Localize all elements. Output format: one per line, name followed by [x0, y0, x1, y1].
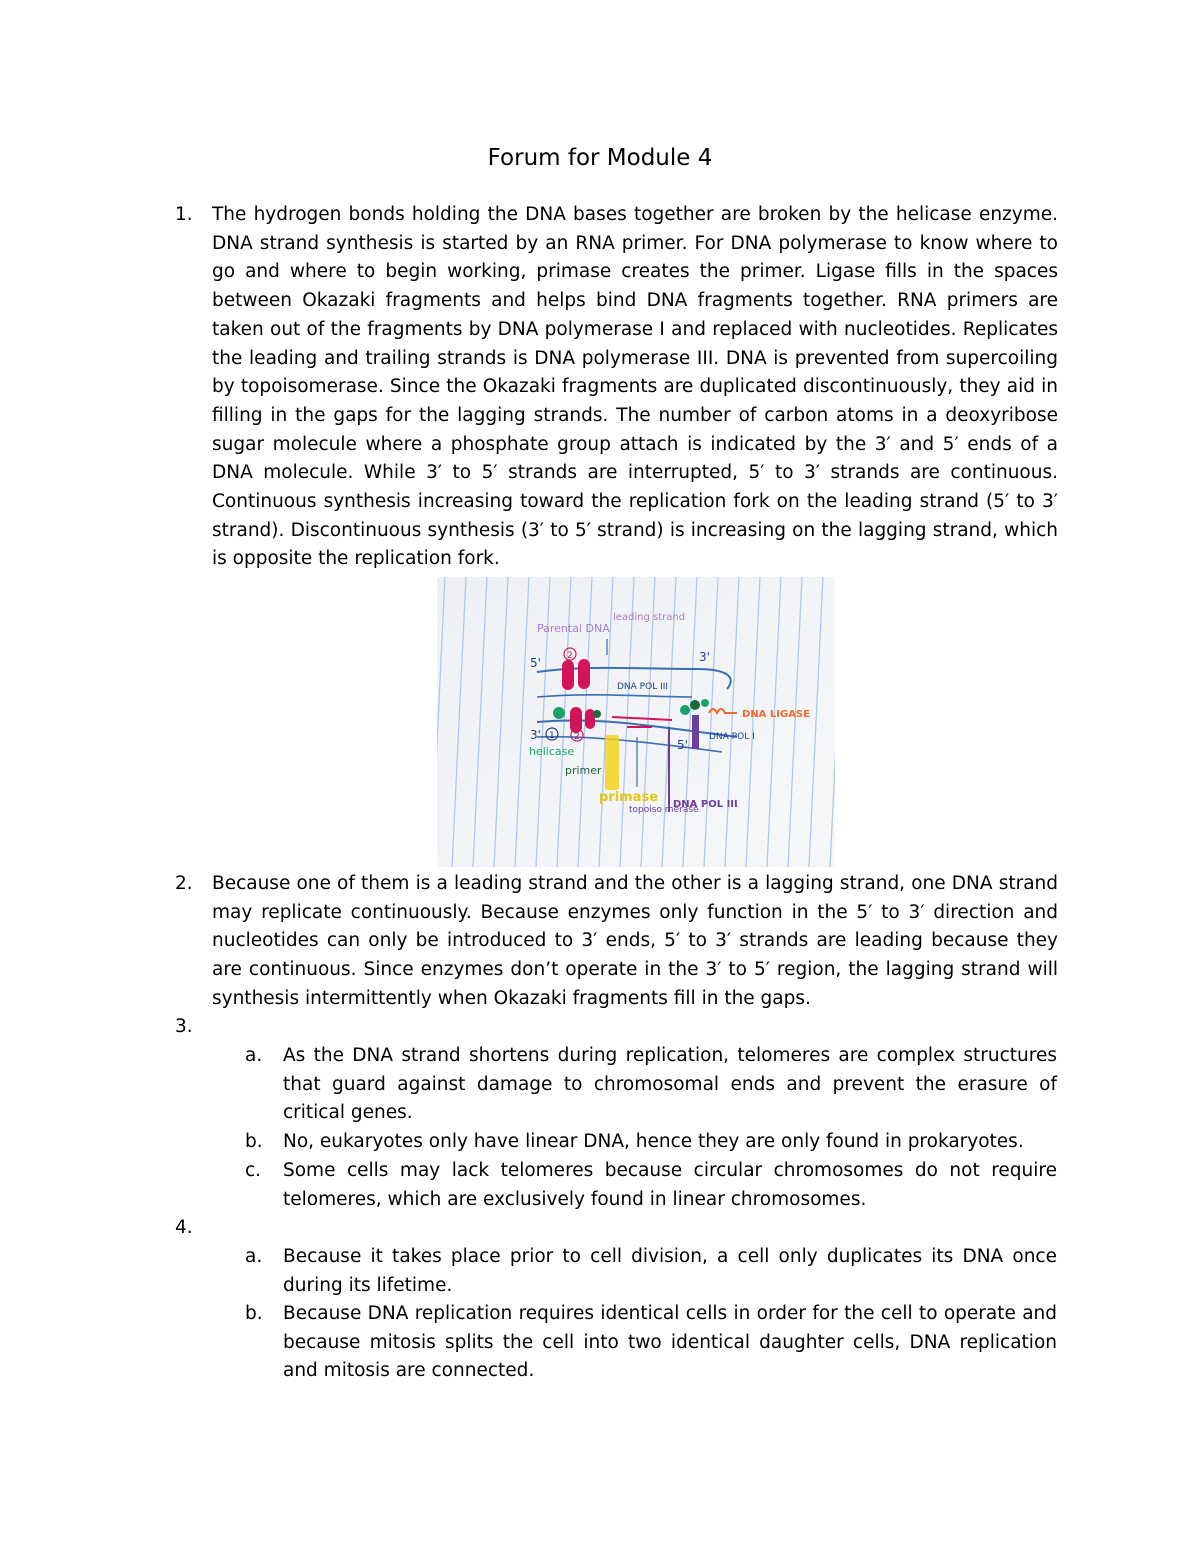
dna-pol-i-label: DNA POL I [709, 732, 755, 742]
leading-strand-label: leading strand [613, 612, 686, 623]
five-prime-top-label: 5' [530, 656, 541, 670]
answer-number: 2. [175, 873, 193, 894]
step-2-marker-b: 2 [574, 732, 580, 742]
primase-label: primase [599, 790, 659, 805]
answer-text: The hydrogen bonds holding the DNA bases together are broken by the helicase enzyme. DNA strand synthesis is started by an RNA primer. For DNA polymerase to know where to go and where to begin working, primase creates the primer. Ligase fills in the spaces between Okazaki fragments and helps bind DNA fragments together. RNA primers are taken out of the fragments by DNA polymerase I and replaced with nucleotides. Replicates the leading and trailing strands is DNA polymerase III. DNA is prevented from supercoiling by topoisomerase. Since the Okazaki fragments are duplicated discontinuously, they aid in filling in the gaps for the lagging strands. The number of carbon atoms in a deoxyribose sugar molecule where a phosphate group attach is indicated by the 3′ and 5′ ends of a DNA molecule. While 3′ to 5′ strands are interrupted, 5′ to 3′ strands are continuous. Continuous synthesis increasing toward the replication fork on the leading strand (5′ to 3′ strand). Discontinuous synthesis (3′ to 5′ strand) is increasing on the lagging strand, which is opposite the replication fork. [212, 204, 1058, 570]
sub-letter: a. [245, 1246, 263, 1267]
three-prime-top-label: 3' [699, 650, 710, 664]
answer-4b [245, 1300, 1057, 1390]
answer-3c [245, 1157, 1057, 1217]
replication-fork-photo [437, 577, 835, 867]
answer-3b [245, 1128, 1057, 1158]
dna-pol-iii-top-label: DNA POL III [617, 682, 669, 692]
five-prime-bottom-label: 5' [677, 738, 688, 752]
answer-4a [245, 1243, 1057, 1303]
parental-dna-label: Parental DNA [537, 622, 610, 635]
sub-letter: b. [245, 1303, 263, 1324]
answer-2 [175, 870, 1058, 1015]
topoisomerase-label: topoiso merase [629, 805, 699, 815]
replication-fork-drawing [437, 577, 835, 867]
step-2-marker: 2 [567, 651, 573, 661]
sub-text: Because DNA replication requires identical cells in order for the cell to operate and because mitosis splits the cell into two identical daughter cells, DNA replication and mitosis are connected. [283, 1303, 1057, 1382]
sub-letter: c. [245, 1160, 262, 1181]
sub-letter: a. [245, 1045, 263, 1066]
answer-4 [175, 1214, 1058, 1244]
answer-number: 4. [175, 1217, 193, 1238]
answer-3a [245, 1042, 1057, 1132]
document-title: Forum for Module 4 [487, 145, 713, 171]
sub-text: As the DNA strand shortens during replication, telomeres are complex structures that guard against damage to chromosomal ends and prevent the erasure of critical genes. [283, 1045, 1057, 1124]
answer-number: 1. [175, 204, 193, 225]
answer-3 [175, 1013, 1058, 1043]
sub-text: Some cells may lack telomeres because circular chromosomes do not require telomeres, which are exclusively found in linear chromosomes. [283, 1160, 1057, 1210]
three-prime-left-label: 3' [530, 728, 541, 742]
answer-number: 3. [175, 1016, 193, 1037]
step-1-marker: 1 [549, 731, 555, 741]
answer-text: Because one of them is a leading strand and the other is a lagging strand, one DNA strand may replicate continuously. Because enzymes only function in the 5′ to 3′ direction and nucleotides can only be introduced to 3′ ends, 5′ to 3′ strands are leading because they are continuous. Since enzymes don’t operate in the 3′ to 5′ region, the lagging strand will synthesis intermittently when Okazaki fragments fill in the gaps. [212, 873, 1058, 1009]
primer-label: primer [565, 764, 602, 777]
dna-ligase-label: DNA LIGASE [742, 709, 810, 720]
sub-letter: b. [245, 1131, 263, 1152]
answer-1 [175, 201, 1058, 581]
sub-text: No, eukaryotes only have linear DNA, hence they are only found in prokaryotes. [283, 1131, 1024, 1152]
helicase-label: helicase [529, 745, 575, 758]
sub-text: Because it takes place prior to cell division, a cell only duplicates its DNA once during its lifetime. [283, 1246, 1057, 1296]
dna-pol-iii-bottom-label: DNA POL III [673, 799, 738, 810]
helicase-marker [562, 660, 574, 690]
